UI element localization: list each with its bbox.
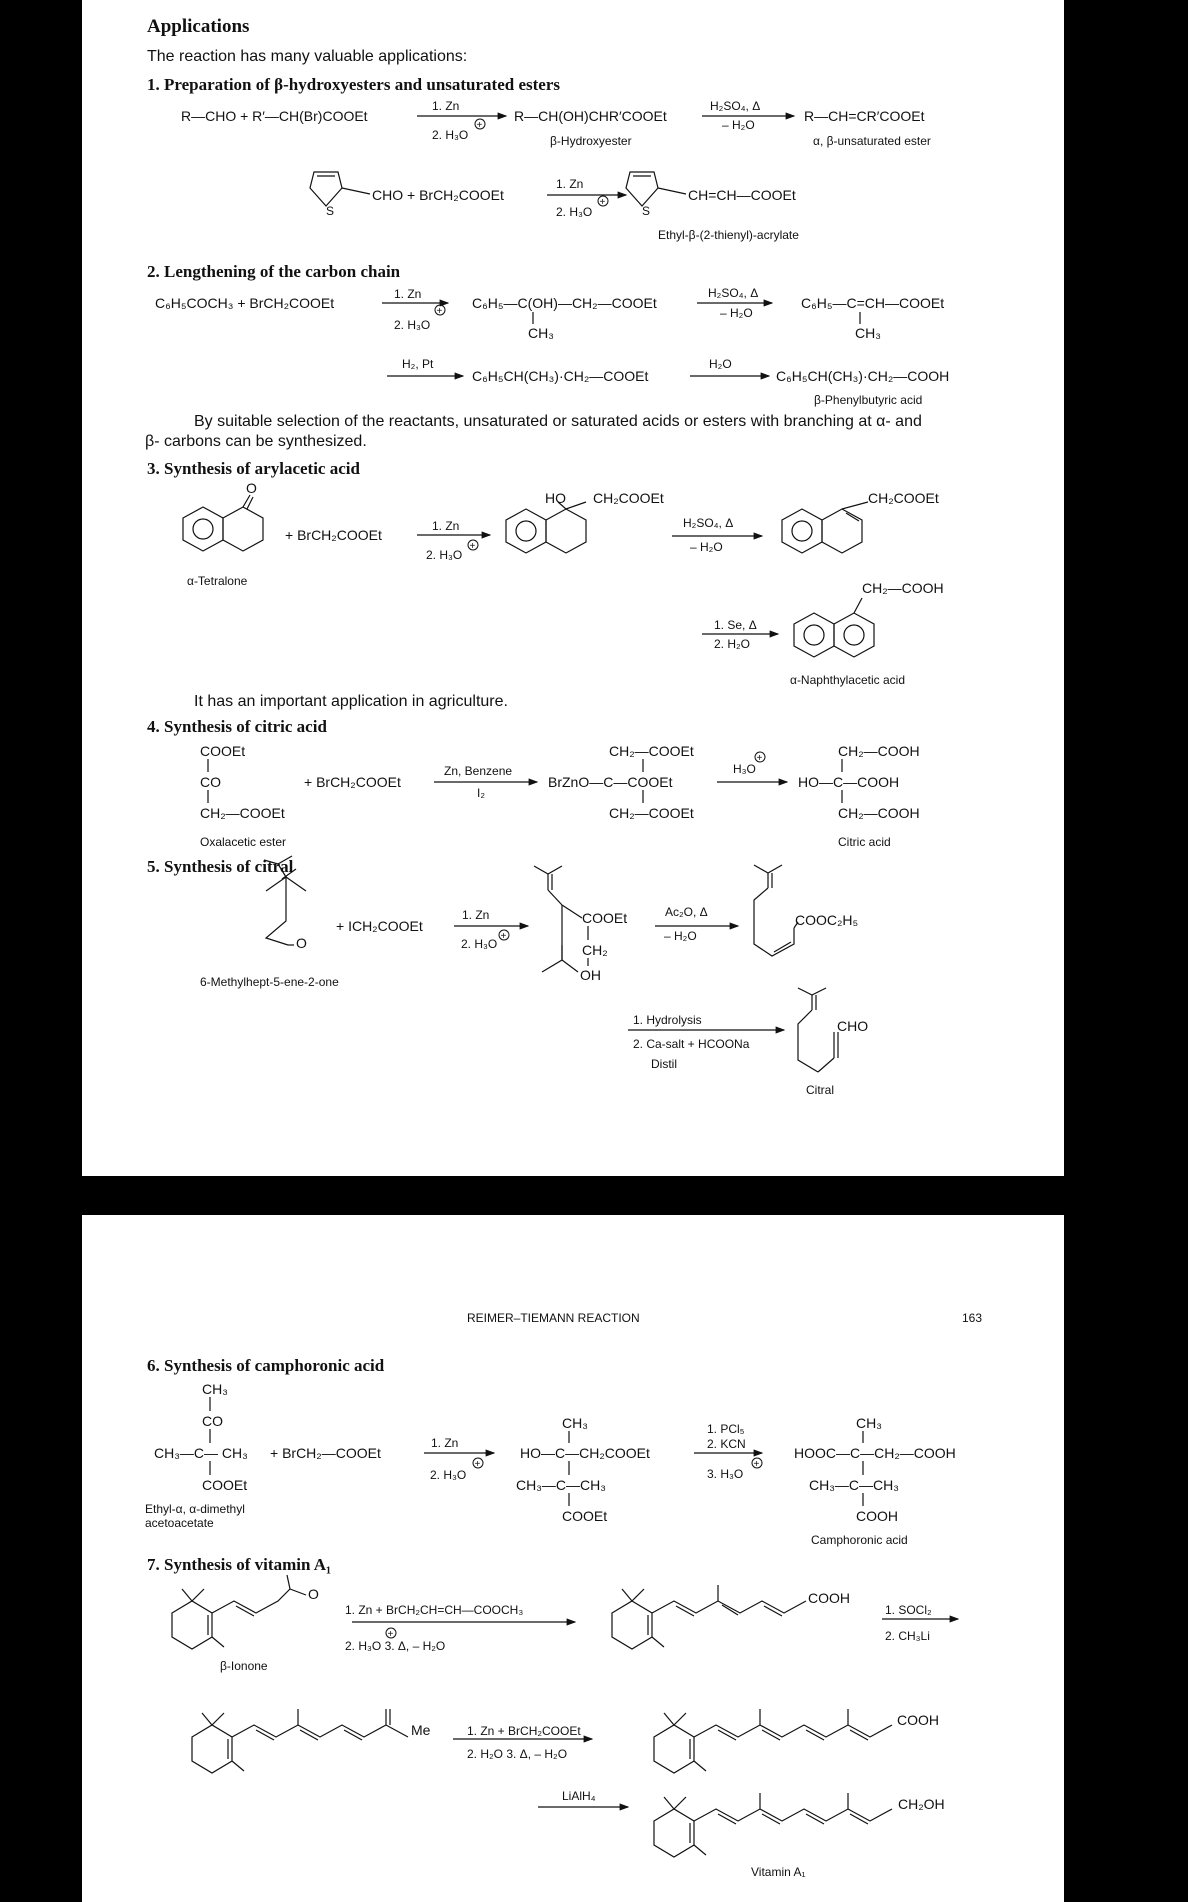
r6-cond2-c: 3. H₃O (707, 1467, 744, 1481)
r1-reactants: R—CHO + R′—CH(Br)COOEt (181, 108, 368, 124)
r1-product2-label: α, β-unsaturated ester (813, 134, 931, 148)
r4-cond2: H₃O (733, 762, 756, 776)
r1-cond2-top: H₂SO₄, Δ (710, 99, 761, 113)
r4-c3: CH₂—COOH (838, 805, 920, 821)
r4-reagent: + BrCH₂COOEt (304, 774, 401, 790)
heading-applications: Applications (147, 16, 250, 37)
note-agriculture: It has an important application in agriculture. (194, 693, 508, 710)
r2-product2: C₆H₅—C=CH—COOEt (801, 295, 945, 311)
page-number: 163 (962, 1311, 983, 1325)
r4-ox3: CH₂—COOEt (200, 805, 285, 821)
svg-text:+: + (474, 1459, 481, 1470)
r2-cond4: H₂O (709, 357, 732, 371)
r6-cond-top: 1. Zn (431, 1436, 459, 1450)
r3-start-label: α-Tetralone (187, 574, 248, 588)
r1-th-label: Ethyl-β-(2-thienyl)-acrylate (658, 228, 799, 242)
r7-cond-bot: 2. H₃O 3. Δ, – H₂O (345, 1639, 446, 1653)
r7-cond4: LiAlH₄ (562, 1789, 596, 1803)
r5-final: CHO (837, 1018, 869, 1034)
r3-prod-ch2: CH₂COOEt (868, 490, 939, 506)
r2-cond2-top: H₂SO₄, Δ (708, 286, 759, 300)
r6-a3: CH₃—C— CH₃ (154, 1445, 248, 1461)
page-2 (82, 1215, 1064, 1902)
r5-cond3-a: 1. Hydrolysis (633, 1013, 702, 1027)
r5-int-ch2: CH₂ (582, 942, 608, 958)
r7-cond-top: 1. Zn + BrCH₂CH=CH—COOCH₃ (345, 1603, 524, 1617)
r6-a2: CO (202, 1413, 223, 1429)
r2-product4-label: β-Phenylbutyric acid (814, 393, 923, 407)
r7-cond2-bot: 2. CH₃Li (885, 1629, 930, 1643)
page-1 (82, 0, 1064, 1176)
r7-start-label: β-Ionone (220, 1659, 268, 1673)
r2-product-ch3: CH₃ (528, 325, 554, 341)
r7-cond3-bot: 2. H₂O 3. Δ, – H₂O (467, 1747, 568, 1761)
r7-me: Me (411, 1722, 431, 1738)
r7-o-atom: O (308, 1586, 319, 1602)
r5-reagent: + ICH₂COOEt (336, 918, 423, 934)
r3-o-atom: O (246, 480, 257, 496)
svg-text:+: + (476, 120, 483, 131)
r2-cond2-bot: – H₂O (720, 306, 753, 320)
r2-product4: C₆H₅CH(CH₃)·CH₂—COOH (776, 368, 950, 384)
r6-b4: COOEt (562, 1508, 608, 1524)
r1-thiophene-reagent: CHO + BrCH₂COOEt (372, 187, 504, 203)
r6-c-label: Camphoronic acid (811, 1533, 908, 1547)
note-line-2: β- carbons can be synthesized. (145, 433, 367, 450)
running-head: REIMER–TIEMANN REACTION (467, 1311, 640, 1325)
r7-p3: CH₂OH (898, 1796, 945, 1812)
r7-final-label: Vitamin A₁ (751, 1865, 806, 1879)
r6-cond-bot: 2. H₃O (430, 1468, 467, 1482)
r6-a-label1: Ethyl-α, α-dimethyl (145, 1502, 245, 1516)
r4-ox-label: Oxalacetic ester (200, 835, 287, 849)
r6-reagent: + BrCH₂—COOEt (270, 1445, 381, 1461)
section-5-title: 5. Synthesis of citral (147, 857, 294, 876)
section-6-title: 6. Synthesis of camphoronic acid (147, 1356, 385, 1375)
r2-reactants: C₆H₅COCH₃ + BrCH₂COOEt (155, 295, 335, 311)
svg-text:+: + (756, 753, 763, 764)
r2-cond-top: 1. Zn (394, 287, 422, 301)
r1-cond2-bot: – H₂O (722, 118, 755, 132)
r7-cond3-top: 1. Zn + BrCH₂COOEt (467, 1724, 581, 1738)
r2-cond3: H₂, Pt (402, 357, 434, 371)
r4-ox2: CO (200, 774, 221, 790)
r5-cond3-c: Distil (651, 1057, 677, 1071)
section-3-title: 3. Synthesis of arylacetic acid (147, 459, 360, 478)
r3-cond3-top: 1. Se, Δ (714, 618, 757, 632)
r2-product3: C₆H₅CH(CH₃)·CH₂—COOEt (472, 368, 649, 384)
r4-ox1: COOEt (200, 743, 246, 759)
r1-cond-top: 1. Zn (432, 99, 460, 113)
r4-c-label: Citric acid (838, 835, 891, 849)
r1-th-cond-top: 1. Zn (556, 177, 584, 191)
r6-c2: HOOC—C—CH₂—COOH (794, 1445, 956, 1461)
note-line-1: By suitable selection of the reactants, unsaturated or saturated acids or esters with branching at α- and (194, 413, 922, 430)
thiophene-s-atom-2: S (642, 204, 651, 218)
r5-start-label: 6-Methylhept-5-ene-2-one (200, 975, 339, 989)
r1-product2: R—CH=CR′COOEt (804, 108, 925, 124)
section-4-title: 4. Synthesis of citric acid (147, 717, 327, 736)
r6-a4: COOEt (202, 1477, 248, 1493)
r3-reagent: + BrCH₂COOEt (285, 527, 382, 543)
r1-product: R—CH(OH)CHR′COOEt (514, 108, 667, 124)
r4-c1: CH₂—COOH (838, 743, 920, 759)
r6-c4: COOH (856, 1508, 898, 1524)
section-2-title: 2. Lengthening of the carbon chain (147, 262, 401, 281)
r3-final-ch2: CH₂—COOH (862, 580, 944, 596)
r3-cond2-bot: – H₂O (690, 540, 723, 554)
r7-cond2-top: 1. SOCl₂ (885, 1603, 932, 1617)
r5-cond3-b: 2. Ca-salt + HCOONa (633, 1037, 750, 1051)
r6-c3: CH₃—C—CH₃ (809, 1477, 899, 1493)
r6-c1: CH₃ (856, 1415, 882, 1431)
r3-int-ch2: CH₂COOEt (593, 490, 664, 506)
r5-final-label: Citral (806, 1083, 835, 1097)
r3-cond-bot: 2. H₃O (426, 548, 463, 562)
section-1-title: 1. Preparation of β-hydroxyesters and unsaturated esters (147, 75, 560, 94)
r4-i2: BrZnO—C—COOEt (548, 774, 673, 790)
r3-cond2-top: H₂SO₄, Δ (683, 516, 734, 530)
r4-cond-bot: I₂ (477, 786, 485, 800)
r6-b1: CH₃ (562, 1415, 588, 1431)
r2-cond-bot: 2. H₃O (394, 318, 431, 332)
r5-int-cooet: COOEt (582, 910, 628, 926)
r3-int-ho: HO (545, 490, 566, 506)
svg-text:+: + (500, 931, 507, 942)
r7-p1: COOH (808, 1590, 850, 1606)
r5-cond2-bot: – H₂O (664, 929, 697, 943)
r5-cond-bot: 2. H₃O (461, 937, 498, 951)
svg-text:+: + (599, 197, 606, 208)
r6-cond2-b: 2. KCN (707, 1437, 746, 1451)
r4-c2: HO—C—COOH (798, 774, 900, 790)
r1-th-product: CH=CH—COOEt (688, 187, 796, 203)
r6-b2: HO—C—CH₂COOEt (520, 1445, 650, 1461)
r5-prod: COOC₂H₅ (795, 912, 859, 928)
r2-product: C₆H₅—C(OH)—CH₂—COOEt (472, 295, 657, 311)
thiophene-s-atom-1: S (326, 204, 335, 218)
r5-cond-top: 1. Zn (462, 908, 490, 922)
r4-i3: CH₂—COOEt (609, 805, 694, 821)
svg-text:+: + (469, 541, 476, 552)
svg-text:+: + (436, 306, 443, 317)
r3-cond-top: 1. Zn (432, 519, 460, 533)
intro-text: The reaction has many valuable applications: (147, 48, 468, 65)
r3-final-label: α-Naphthylacetic acid (790, 673, 905, 687)
r1-product-label: β-Hydroxyester (550, 134, 632, 148)
r5-int-oh: OH (580, 967, 601, 983)
svg-text:+: + (753, 1459, 760, 1470)
r4-cond-top: Zn, Benzene (444, 764, 513, 778)
r4-i1: CH₂—COOEt (609, 743, 694, 759)
r1-cond-bot: 2. H₃O (432, 128, 469, 142)
r7-p2: COOH (897, 1712, 939, 1728)
r5-o-atom: O (296, 935, 307, 951)
section-7-title: 7. Synthesis of vitamin A₁ (147, 1555, 332, 1574)
r6-b3: CH₃—C—CH₃ (516, 1477, 606, 1493)
r6-a-label2: acetoacetate (145, 1516, 214, 1530)
r1-th-cond-bot: 2. H₃O (556, 205, 593, 219)
r3-cond3-bot: 2. H₂O (714, 637, 750, 651)
r6-a1: CH₃ (202, 1381, 228, 1397)
svg-text:+: + (387, 1629, 394, 1640)
r2-product2-ch3: CH₃ (855, 325, 881, 341)
r5-cond2-top: Ac₂O, Δ (665, 905, 708, 919)
r6-cond2-a: 1. PCl₅ (707, 1422, 745, 1436)
